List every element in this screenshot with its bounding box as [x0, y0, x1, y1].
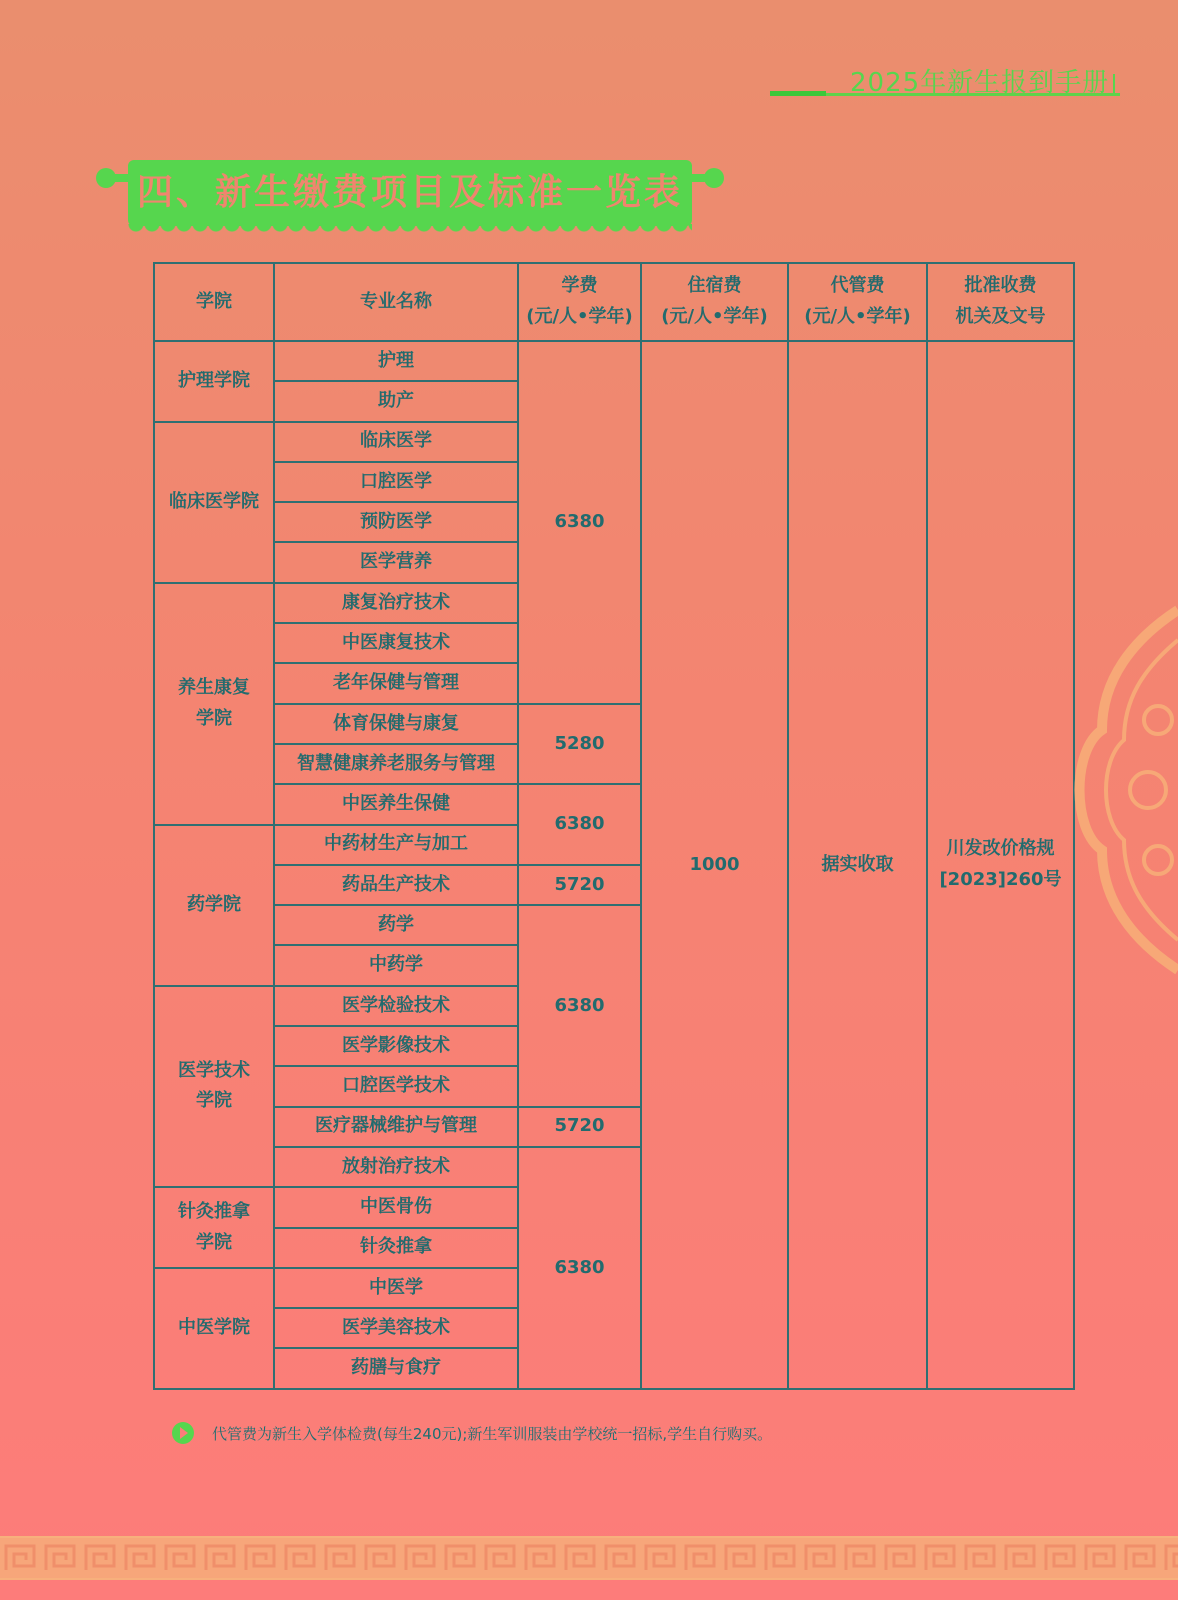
tuition-cell: 6380 — [518, 905, 641, 1106]
major-cell: 中药学 — [274, 945, 518, 985]
major-cell: 助产 — [274, 381, 518, 421]
table-row — [154, 341, 1074, 381]
major-cell: 针灸推拿 — [274, 1228, 518, 1268]
college-cell: 医学技术 学院 — [154, 986, 274, 1187]
major-cell: 药品生产技术 — [274, 865, 518, 905]
tuition-cell: 5280 — [518, 704, 641, 785]
header-tuition: 学费 (元/人•学年) — [518, 263, 641, 341]
page-header — [770, 60, 1120, 100]
major-cell: 体育保健与康复 — [274, 704, 518, 744]
major-cell: 临床医学 — [274, 422, 518, 462]
major-cell: 智慧健康养老服务与管理 — [274, 744, 518, 784]
major-cell: 医学影像技术 — [274, 1026, 518, 1066]
header-rule-accent — [770, 91, 826, 96]
tuition-cell: 6380 — [518, 341, 641, 704]
major-cell: 中医骨伤 — [274, 1187, 518, 1227]
college-cell: 药学院 — [154, 825, 274, 986]
tuition-cell: 5720 — [518, 1107, 641, 1147]
scroll-panel — [128, 160, 692, 226]
college-cell: 护理学院 — [154, 341, 274, 422]
major-cell: 医疗器械维护与管理 — [274, 1107, 518, 1147]
header-dorm-fee: 住宿费 (元/人•学年) — [641, 263, 788, 341]
cloud-ornament-icon — [1062, 600, 1178, 980]
dorm-fee-cell: 1000 — [641, 341, 788, 1389]
major-cell: 医学美容技术 — [274, 1308, 518, 1348]
fee-table — [153, 262, 1075, 1390]
major-cell: 中医学 — [274, 1268, 518, 1308]
major-cell: 口腔医学技术 — [274, 1066, 518, 1106]
major-cell: 康复治疗技术 — [274, 583, 518, 623]
college-cell: 针灸推拿 学院 — [154, 1187, 274, 1268]
section-title: 四、新生缴费项目及标准一览表 — [136, 172, 683, 213]
major-cell: 医学检验技术 — [274, 986, 518, 1026]
header-agency-fee: 代管费 (元/人•学年) — [788, 263, 927, 341]
major-cell: 老年保健与管理 — [274, 663, 518, 703]
approval-cell: 川发改价格规 [2023]260号 — [927, 341, 1074, 1389]
major-cell: 药膳与食疗 — [274, 1348, 518, 1389]
header-major: 专业名称 — [274, 263, 518, 341]
major-cell: 中医养生保健 — [274, 784, 518, 824]
header-tick — [1113, 74, 1115, 94]
major-cell: 口腔医学 — [274, 462, 518, 502]
major-cell: 中药材生产与加工 — [274, 825, 518, 865]
handbook-title: 2025年新生报到手册 — [850, 68, 1110, 98]
header-college: 学院 — [154, 263, 274, 341]
major-cell: 药学 — [274, 905, 518, 945]
major-cell: 医学营养 — [274, 542, 518, 582]
play-circle-icon — [172, 1422, 194, 1444]
college-cell: 养生康复 学院 — [154, 583, 274, 825]
major-cell: 预防医学 — [274, 502, 518, 542]
scroll-knob-right — [704, 168, 724, 188]
major-cell: 中医康复技术 — [274, 623, 518, 663]
college-cell: 临床医学院 — [154, 422, 274, 583]
tuition-cell: 6380 — [518, 1147, 641, 1389]
college-cell: 中医学院 — [154, 1268, 274, 1389]
header-approval: 批准收费 机关及文号 — [927, 263, 1074, 341]
fret-border-band — [0, 1536, 1178, 1580]
major-cell: 放射治疗技术 — [274, 1147, 518, 1187]
tuition-cell: 5720 — [518, 865, 641, 905]
table-header-row — [154, 263, 1074, 341]
section-title-banner — [100, 160, 720, 240]
scroll-knob-left — [96, 168, 116, 188]
tuition-cell: 6380 — [518, 784, 641, 865]
agency-fee-cell: 据实收取 — [788, 341, 927, 1389]
footnote-text: 代管费为新生入学体检费(每生240元);新生军训服装由学校统一招标,学生自行购买。 — [212, 1425, 773, 1443]
major-cell: 护理 — [274, 341, 518, 381]
